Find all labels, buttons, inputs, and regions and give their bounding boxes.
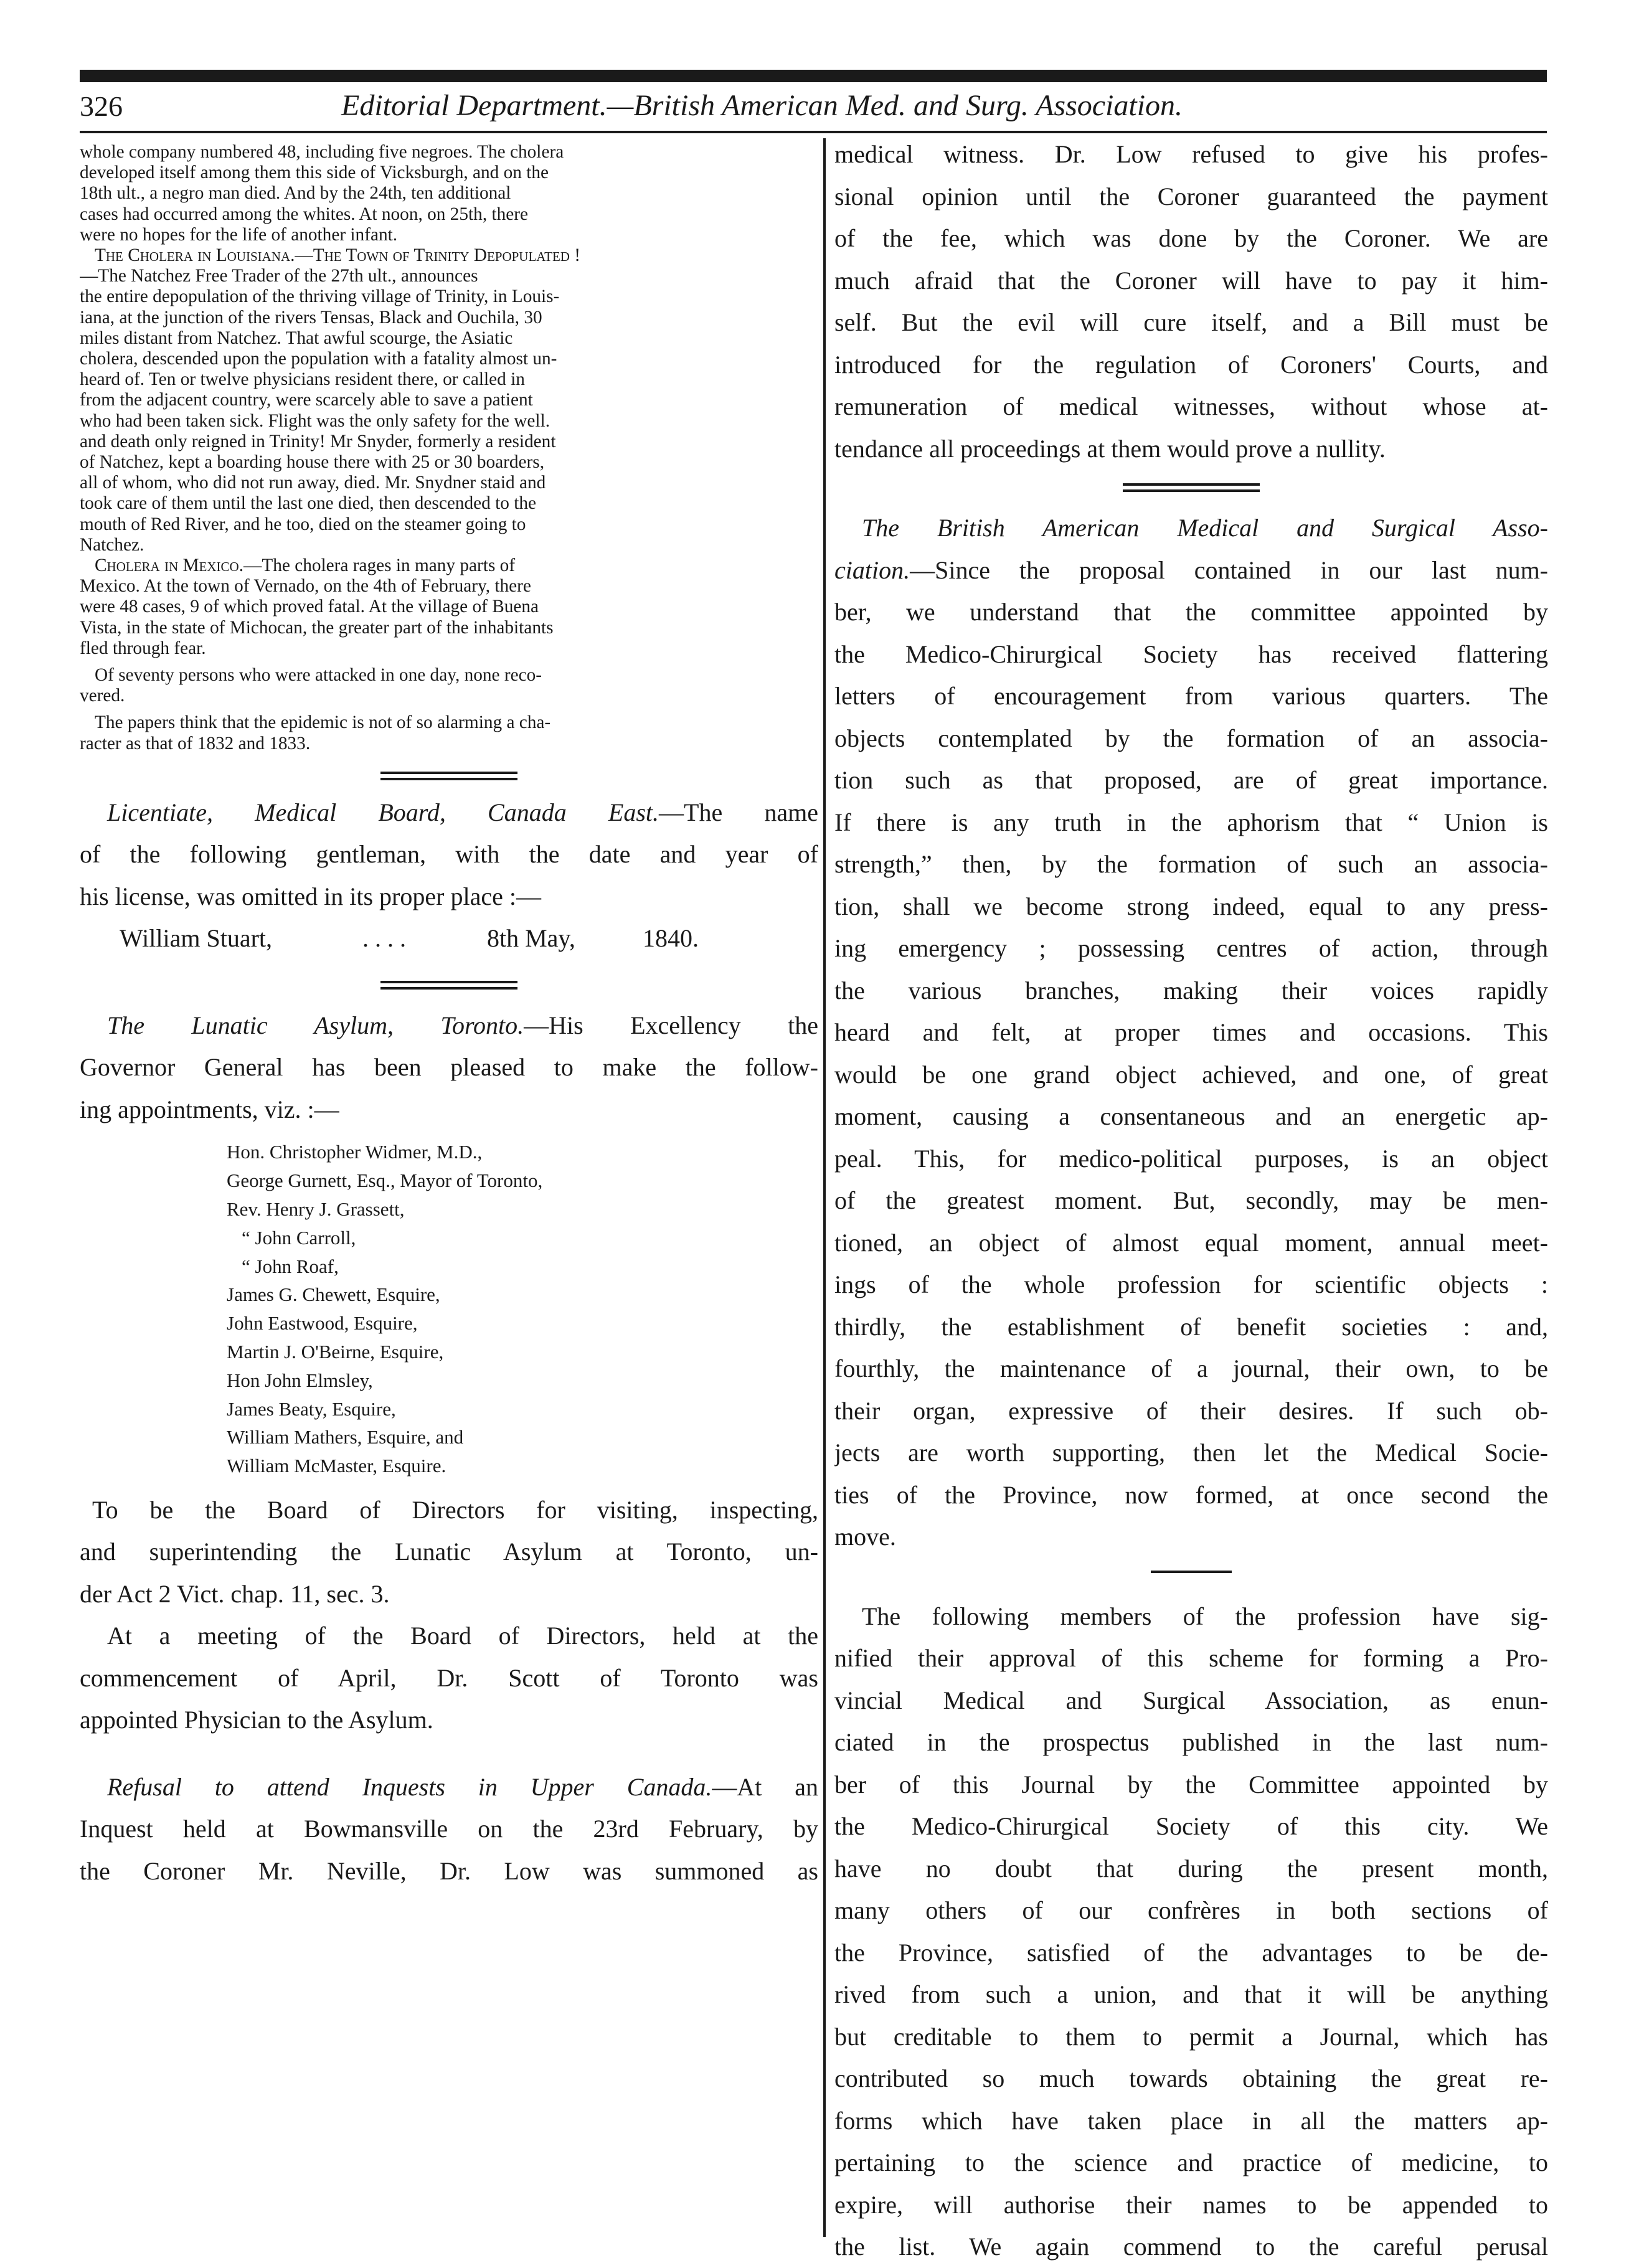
article-heading: The Lunatic Asylum, Toronto.	[107, 1011, 524, 1039]
section-divider	[1151, 1571, 1232, 1573]
list-item: Hon. Christopher Widmer, M.D.,	[227, 1141, 483, 1163]
list-item: George Gurnett, Esq., Mayor of Toronto,	[227, 1169, 543, 1192]
inquests-article: Refusal to attend Inquests in Upper Canada.—At an Inquest held at Bowmansville on the 23rd February, by the Coroner Mr. Neville, Dr. Low was summoned as	[80, 1772, 818, 1885]
article-heading: Licentiate, Medical Board, Canada East.	[107, 798, 659, 826]
mexico-article: Cholera in Mexico.—The cholera rages in many parts of Mexico. At the town of Vernado, on the 4th of February, there were 48 cases, 9 of which proved fatal. At the village of Buena Vista, in the state of Michocan, the greater part of the inhabitants fled through fear.	[80, 555, 554, 658]
section-divider	[380, 981, 517, 990]
top-border-rule	[80, 70, 1547, 82]
seventy-persons-paragraph: Of seventy persons who were attacked in one day, none reco- vered.	[80, 665, 542, 706]
list-item: John Eastwood, Esquire,	[227, 1312, 418, 1335]
licentiate-article: Licentiate, Medical Board, Canada East.—The name of the following gentleman, with the date and year of his license, was omitted in its proper place :—	[80, 798, 818, 910]
section-divider	[1123, 483, 1260, 492]
list-item: William McMaster, Esquire.	[227, 1455, 446, 1477]
article-heading: The Cholera in Louisiana.—The Town of Trinity Depopulated !	[95, 245, 581, 266]
column-divider	[823, 138, 826, 2237]
asylum-article: The Lunatic Asylum, Toronto.—His Excellency the Governor General has been pleased to make the follow- ing appointments, viz. :—	[80, 1011, 818, 1123]
list-item: Martin J. O'Beirne, Esquire,	[227, 1340, 444, 1363]
list-item: James Beaty, Esquire,	[227, 1397, 396, 1420]
right-column	[834, 138, 1548, 2268]
members-paragraph: The following members of the profession have sig- nified their approval of this scheme for forming a Pro- vincial Medical and Surgical Association, as enun- ciated in the prospectus published in the last num- ber of this Journal by the Committee appointed by the Medico-Chirurgical Society of this city. We have no doubt that during the present month, many others of our confrères in both sections of the Province, satisfied of the advantages to be de- rived from such a union, and that it will be anything but creditable to them to permit a Journal, which has contributed so much towards obtaining the great re- forms which have taken place in all the matters ap- pertaining to the science and practice of medicine, to expire, will authorise their names to be appended to the list. We again commend to the careful perusal	[834, 1602, 1548, 2261]
association-article: The British American Medical and Surgical Asso- ciation.—Since the proposal contained in our last num- ber, we understand that the committee appointed by the Medico-Chirurgical Society has received flattering letters of encouragement from various quarters. The objects contemplated by the formation of an associa- tion such as that proposed, are of great importance. If there is any truth in the aphorism that “ Union is strength,” then, by the formation of such an associa- tion, shall we become strong indeed, equal to any press- ing emergency ; possessing centres of action, through the various branches, making their voices rapidly heard and felt, at proper times and occasions. This would be one grand object achieved, and one, of great moment, causing a consentaneous and an energetic ap- peal. This, for medico-political purposes, is an object of the greatest moment. But, secondly, may be men- tioned, an object of almost equal moment, annual meet- ings of the whole profession for scientific objects : thirdly, the establishment of benefit societies : and, fourthly, the maintenance of a journal, their own, to be their organ, expressive of their desires. If such ob- jects are worth supporting, then let the Medical Socie- ties of the Province, now formed, at once second the move.	[834, 514, 1548, 1551]
section-divider	[380, 772, 517, 780]
list-item: Hon John Elmsley,	[227, 1369, 373, 1391]
cholera-continuation: whole company numbered 48, including five negroes. The cholera developed itself among them this side of Vicksburgh, and on the 18th ult., a negro man died. And by the 24th, ten additional cases had occurred among the whites. At noon, on 25th, there were no hopes for the life of another infant.	[80, 142, 564, 245]
papers-paragraph: The papers think that the epidemic is not of so alarming a cha- racter as that of 1832 and 1833.	[80, 712, 551, 754]
page-number: 326	[80, 90, 123, 122]
article-heading: Refusal to attend Inquests in Upper Canada.	[107, 1772, 712, 1801]
list-item: “ John Carroll,	[242, 1226, 356, 1249]
louisiana-article: The Cholera in Louisiana.—The Town of Trinity Depopulated ! —The Natchez Free Trader of the 27th ult., announces the entire depopulation of the thriving village of Trinity, in Louis- iana, at the junction of the rivers Tensas, Black and Ouchila, 30 miles distant from Natchez. That awful scourge, the Asiatic cholera, descended upon the population with a fatality almost un- heard of. Ten or twelve physicians resident there, or called in from the adjacent country, were scarcely able to save a patient who had been taken sick. Flight was the only safety for the well. and death only reigned in Trinity! Mr Snyder, formerly a resident of Natchez, kept a boarding house there with 25 or 30 boarders, all of whom, who did not run away, died. Mr. Snydner staid and took care of them until the last one died, then descended to the mouth of Red River, and he too, died on the steamer going to Natchez.	[80, 245, 581, 555]
license-entry: William Stuart, . . . . 8th May, 1840.	[120, 924, 699, 953]
left-column	[80, 138, 818, 1892]
list-item: William Mathers, Esquire, and	[227, 1426, 464, 1448]
article-heading: The British American Medical and Surgical Asso-	[862, 514, 1548, 542]
page-header	[80, 86, 1547, 130]
board-paragraph: To be the Board of Directors for visiting, inspecting, and superintending the Lunatic Asylum at Toronto, un- der Act 2 Vict. chap. 11, sec. 3.	[80, 1495, 818, 1608]
meeting-paragraph: At a meeting of the Board of Directors, held at the commencement of April, Dr. Scott of Toronto was appointed Physician to the Asylum.	[80, 1622, 818, 1734]
appointee-list	[80, 1138, 818, 1480]
article-heading: Cholera in Mexico.	[95, 555, 244, 576]
running-head: Editorial Department.—British American Med. and Surg. Association.	[341, 89, 1183, 122]
inquest-continuation: medical witness. Dr. Low refused to give his profes- sional opinion until the Coroner guaranteed the payment of the fee, which was done by the Coroner. We are much afraid that the Coroner will have to pay it him- self. But the evil will cure itself, and a Bill must be introduced for the regulation of Coroners' Courts, and remuneration of medical witnesses, without whose at- tendance all proceedings at them would prove a nullity.	[834, 140, 1548, 463]
list-item: “ John Roaf,	[242, 1255, 339, 1277]
list-item: Rev. Henry J. Grassett,	[227, 1198, 405, 1220]
list-item: James G. Chewett, Esquire,	[227, 1283, 440, 1306]
